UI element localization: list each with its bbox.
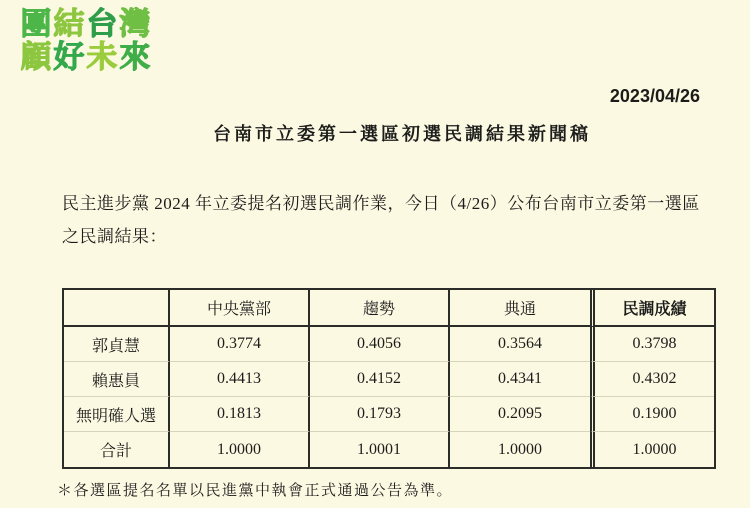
cell-value: 0.4413 <box>170 362 310 397</box>
logo-char: 團 <box>20 6 53 42</box>
header-poll-score: 民調成績 <box>590 290 714 327</box>
poll-results-table <box>62 288 716 469</box>
table-row <box>64 397 714 432</box>
candidate-name: 賴惠員 <box>64 362 170 397</box>
page-title: 台南市立委第一選區初選民調結果新聞稿 <box>213 124 591 144</box>
logo-char: 顧 <box>20 39 53 75</box>
row-total-label: 合計 <box>64 432 170 467</box>
cell-value: 0.4341 <box>450 362 590 397</box>
cell-value: 0.1813 <box>170 397 310 432</box>
logo-char: 未 <box>86 39 119 75</box>
party-slogan-logo <box>20 8 152 74</box>
release-date: 2023/04/26 <box>609 86 700 106</box>
logo-line-2 <box>20 41 152 74</box>
cell-score: 0.1900 <box>590 397 714 432</box>
logo-char: 灣 <box>119 6 152 42</box>
logo-char: 好 <box>53 39 86 75</box>
table-row <box>64 327 714 362</box>
cell-value: 0.1793 <box>310 397 450 432</box>
body-paragraph: 民主進步黨 2024 年立委提名初選民調作業，今日（4/26）公布台南市立委第一選區之民調結果： <box>62 194 700 247</box>
cell-value: 0.2095 <box>450 397 590 432</box>
header-trend-survey: 趨勢 <box>310 290 450 327</box>
logo-char: 來 <box>119 39 152 75</box>
table-row <box>64 432 714 467</box>
candidate-name: 郭貞慧 <box>64 327 170 362</box>
cell-value: 0.4056 <box>310 327 450 362</box>
cell-value: 0.3564 <box>450 327 590 362</box>
table-header-row <box>64 290 714 327</box>
header-central-party: 中央黨部 <box>170 290 310 327</box>
cell-value: 1.0001 <box>310 432 450 467</box>
header-empty <box>64 290 170 327</box>
table-row <box>64 362 714 397</box>
cell-score: 0.4302 <box>590 362 714 397</box>
cell-value: 1.0000 <box>170 432 310 467</box>
header-dtc-survey: 典通 <box>450 290 590 327</box>
logo-line-1 <box>20 8 152 41</box>
cell-score: 0.3798 <box>590 327 714 362</box>
cell-value: 0.3774 <box>170 327 310 362</box>
footnote: ＊各選區提名名單以民進黨中執會正式通過公告為準。 <box>57 483 454 499</box>
candidate-name: 無明確人選 <box>64 397 170 432</box>
cell-value: 1.0000 <box>498 440 542 458</box>
cell-score: 1.0000 <box>590 432 714 467</box>
logo-char: 台 <box>86 6 119 42</box>
logo-char: 結 <box>53 6 86 42</box>
cell-value: 0.4152 <box>310 362 450 397</box>
